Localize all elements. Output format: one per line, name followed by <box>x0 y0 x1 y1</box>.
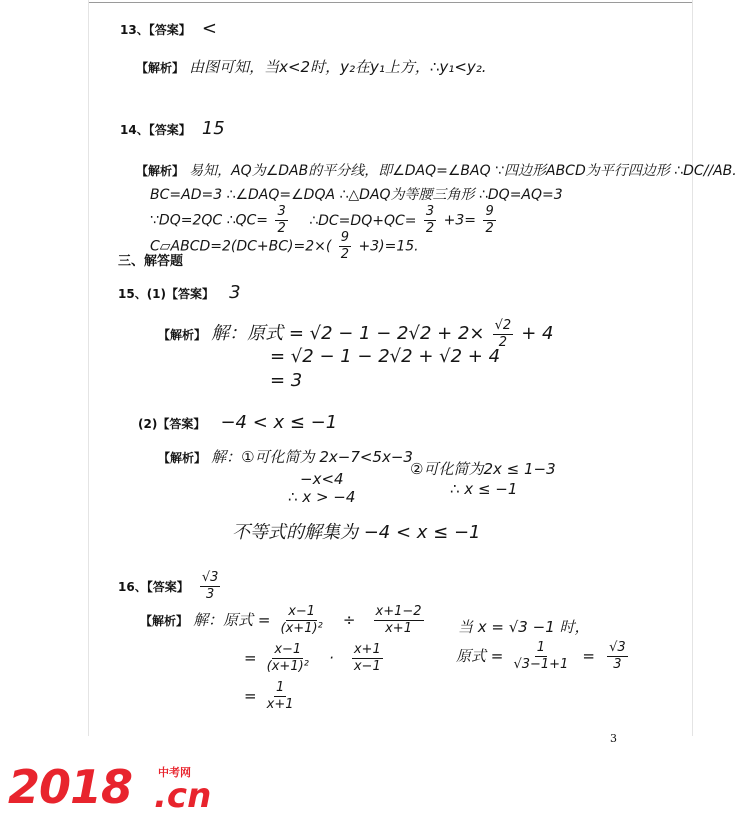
q15-part2-answer-tag: 【答案】 <box>157 417 206 431</box>
q16-r2-res-frac <box>607 640 628 673</box>
q16-l2-frac2 <box>352 642 383 675</box>
q16-l3-a: = <box>244 687 257 705</box>
q16-r2-res-num: √3 <box>609 640 626 655</box>
q15-part2-left1-text: 解：①可化简为 2x−7<5x−3 <box>211 448 413 466</box>
page-right-edge <box>692 0 693 736</box>
q15-part2-analysis-tag: 【解析】 <box>158 451 207 465</box>
page-top-rule <box>88 2 692 3</box>
q14-analysis-line1 <box>136 160 737 180</box>
q14-line4-b: +3)=15. <box>358 238 419 255</box>
q13-analysis-tag: 【解析】 <box>136 61 185 75</box>
q14-line1-text: 易知，AQ为∠DAB的平分线，即∠DAQ=∠BAQ ∵四边形ABCD为平行四边形 ∴DC//AB. <box>189 163 737 179</box>
q16-l1-f1-num: x−1 <box>288 604 316 619</box>
q16-answer-fraction <box>200 570 221 603</box>
q15-analysis-tag: 【解析】 <box>158 328 207 342</box>
q16-l1-frac1 <box>279 604 325 637</box>
q16-r2-frac <box>511 640 570 673</box>
logo-suffix: .cn <box>154 776 212 816</box>
q14-dq-den: 2 <box>425 221 435 236</box>
q14-dq-fraction <box>424 204 436 237</box>
q16-r2-den: √3−1+1 <box>513 657 569 672</box>
q16-right-line2 <box>456 640 631 673</box>
q14-line4-fraction <box>339 230 351 263</box>
q16-left-line2 <box>244 642 386 675</box>
q13-answer-tag: 【答案】 <box>148 23 191 37</box>
q15-conclusion: 不等式的解集为 −4 < x ≤ −1 <box>232 522 481 543</box>
q14-dc-den: 2 <box>485 221 494 236</box>
q15-part2-right2: ∴ x ≤ −1 <box>450 480 518 498</box>
q14-dq-num: 3 <box>425 204 435 219</box>
q15-answer-tag: 【答案】 <box>166 287 215 301</box>
q16-l3-frac <box>265 680 296 713</box>
q15-step1-num: √2 <box>494 318 512 333</box>
q15-part2-left3: ∴ x > −4 <box>288 488 356 506</box>
q16-analysis-tag: 【解析】 <box>140 614 189 628</box>
q15-header <box>118 282 241 303</box>
q15-part2-right1: ②可化简为2x ≤ 1−3 <box>410 460 556 478</box>
site-logo[interactable] <box>8 760 212 820</box>
q13-analysis <box>136 56 487 77</box>
q15-part2-header <box>138 412 337 433</box>
q16-l1-frac2 <box>374 604 424 637</box>
q16-l3-num: 1 <box>275 680 285 695</box>
q15-part2-number: (2) <box>138 417 158 431</box>
q14-qc-num: 3 <box>277 204 286 219</box>
q16-r2-res-den: 3 <box>613 657 622 672</box>
q16-l1-f2-den: x+1 <box>385 621 412 636</box>
q15-step1-b: + 4 <box>521 323 554 344</box>
q14-line4-num: 9 <box>340 230 350 245</box>
q14-answer: 15 <box>201 118 225 139</box>
q15-number: 15、(1) <box>118 287 167 301</box>
q13-number: 13、 <box>120 23 149 37</box>
q13-answer: < <box>201 18 217 39</box>
q16-right-line1: 当 x = √3 −1 时， <box>458 618 590 636</box>
q16-l2-op: · <box>328 649 334 667</box>
q16-left-line3 <box>244 680 299 713</box>
q16-l1-op: ÷ <box>342 611 356 629</box>
q15-answer: 3 <box>229 282 241 303</box>
page-number: 3 <box>610 732 617 745</box>
q16-answer-num: √3 <box>201 570 219 585</box>
q14-answer-tag: 【答案】 <box>148 123 191 137</box>
q14-dc-num: 9 <box>485 204 494 219</box>
q16-l2-f2-den: x−1 <box>353 659 381 674</box>
q15-step1-a: 解：原式 = √2 − 1 − 2√2 + 2× <box>211 323 485 344</box>
q16-r2-num: 1 <box>536 640 546 655</box>
q14-number: 14、 <box>120 123 149 137</box>
q16-l1-f2-num: x+1−2 <box>375 604 422 619</box>
page-left-edge <box>88 0 89 736</box>
q14-header <box>120 118 225 139</box>
q16-answer-den: 3 <box>205 587 215 602</box>
q14-line3-c: +3= <box>443 212 477 229</box>
q15-step3: = 3 <box>270 370 303 391</box>
q14-line4-den: 2 <box>340 247 350 262</box>
q16-l2-f2-num: x+1 <box>353 642 381 657</box>
q16-r2-a: 原式 = <box>456 647 504 665</box>
q16-left-line1 <box>140 604 427 637</box>
q15-step1-den: 2 <box>498 335 508 350</box>
q14-line3-b: ∴DC=DQ+QC= <box>309 212 417 229</box>
q14-line4-a: C▱ABCD=2(DC+BC)=2×( <box>150 238 332 255</box>
q16-l1-f1-den: (x+1)² <box>280 621 323 636</box>
q15-part2-left1 <box>158 446 413 467</box>
q14-line3-a: ∵DQ=2QC ∴QC= <box>150 212 269 229</box>
q14-line2: BC=AD=3 ∴∠DAQ=∠DQA ∴△DAQ为等腰三角形 ∴DQ=AQ=3 <box>150 187 563 203</box>
q15-part2-left2: −x<4 <box>300 470 344 488</box>
q13-analysis-text: 由图可知，当x<2时，y₂在y₁上方，∴y₁<y₂. <box>189 58 487 76</box>
q16-r2-eq: = <box>582 647 595 665</box>
section-title: 三、解答题 <box>118 254 184 269</box>
q16-number: 16、 <box>118 580 147 594</box>
q14-line4 <box>150 230 419 263</box>
q14-dc-fraction <box>483 204 495 237</box>
logo-digits: 2018 <box>8 760 133 814</box>
q15-part2-answer: −4 < x ≤ −1 <box>220 412 338 433</box>
q15-step2: = √2 − 1 − 2√2 + √2 + 4 <box>270 346 501 367</box>
q16-header <box>118 570 223 603</box>
q16-answer-tag: 【答案】 <box>146 580 189 594</box>
q16-l2-f1-num: x−1 <box>274 642 302 657</box>
q14-qc-den: 2 <box>277 221 286 236</box>
q16-l3-den: x+1 <box>266 697 294 712</box>
q16-l1-a: 解：原式 = <box>193 611 271 629</box>
q13-header <box>120 18 217 39</box>
q16-l2-f1-den: (x+1)² <box>266 659 309 674</box>
q16-l2-a: = <box>244 649 257 667</box>
logo-small-text: 中考网 <box>158 766 191 779</box>
q14-analysis-tag: 【解析】 <box>136 164 185 178</box>
q16-l2-frac1 <box>265 642 311 675</box>
